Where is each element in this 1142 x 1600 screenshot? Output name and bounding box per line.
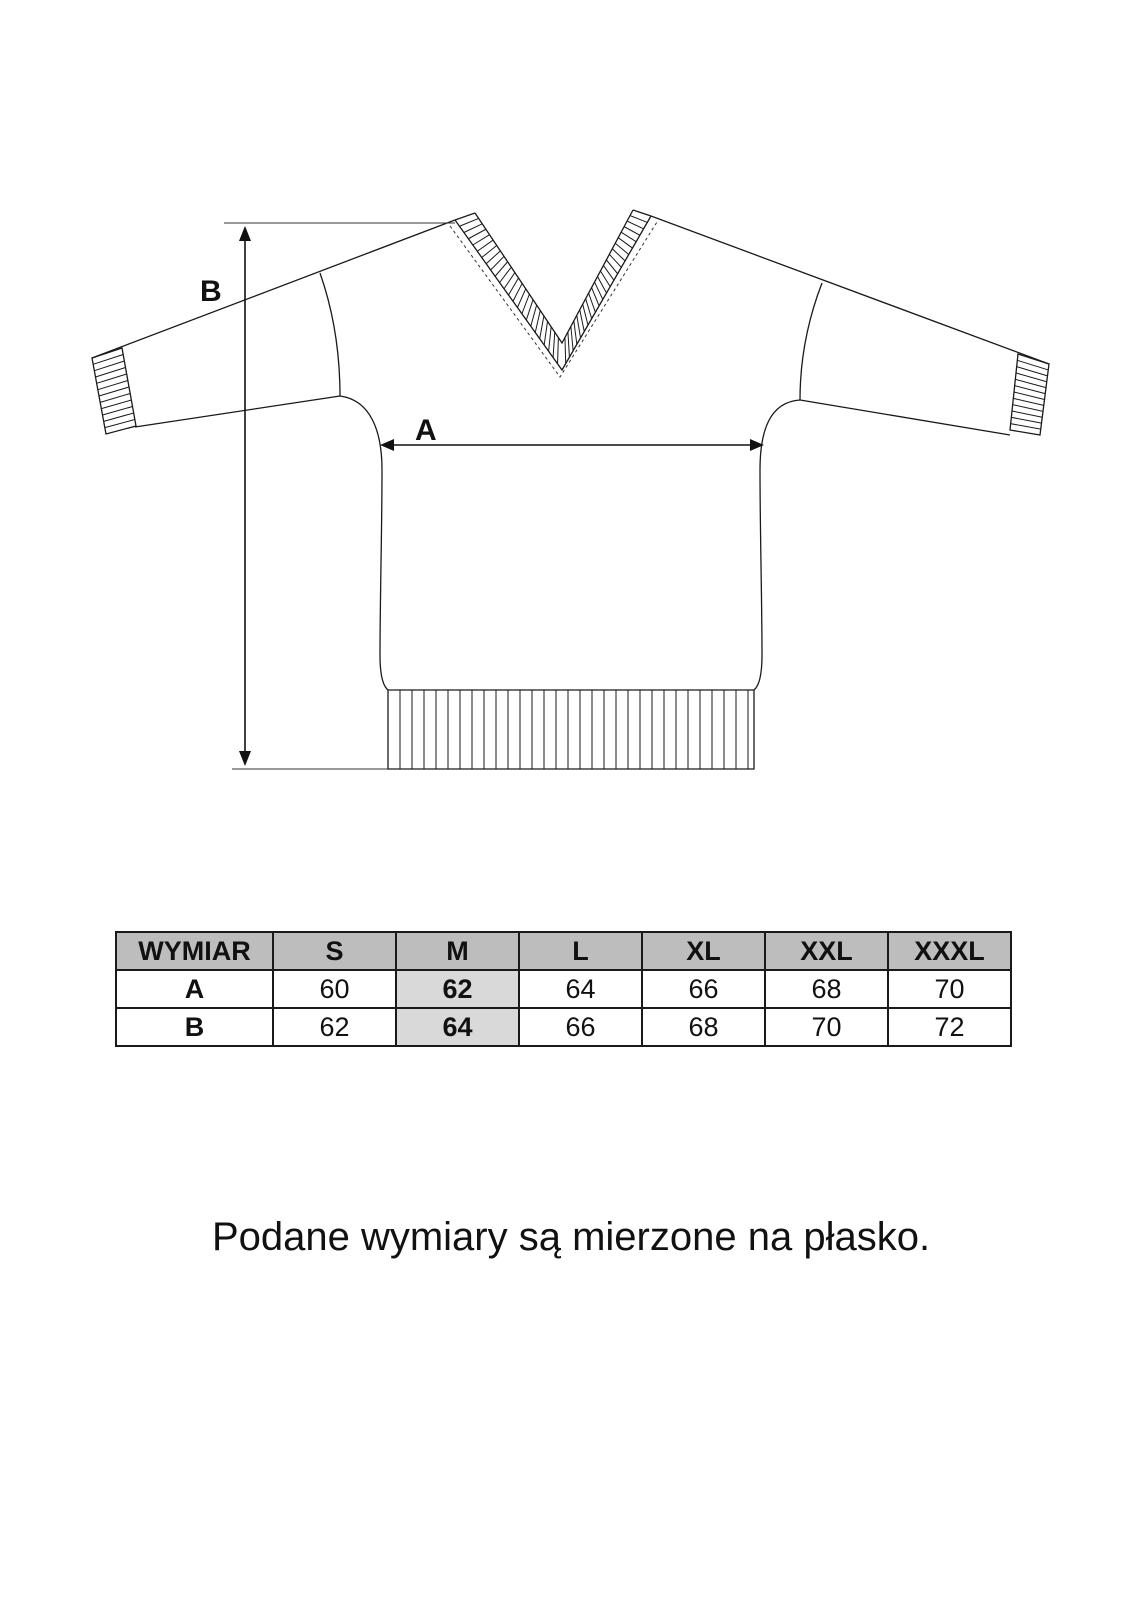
rib-line <box>630 216 647 223</box>
rib-line <box>618 238 632 248</box>
table-header-row <box>116 932 1011 970</box>
rib-line <box>1013 398 1043 405</box>
table-row-a <box>116 970 1011 1008</box>
rib-line <box>615 243 629 254</box>
rib-line <box>104 413 134 421</box>
rib-line <box>583 304 588 325</box>
rib-line <box>103 407 133 416</box>
table-cell: 68 <box>642 1008 765 1046</box>
table-cell-highlighted: 64 <box>396 1008 519 1046</box>
rib-line <box>544 321 547 345</box>
v-neck-ribbing <box>450 210 657 377</box>
table-cell: 66 <box>642 970 765 1008</box>
rib-line <box>100 394 130 403</box>
rib-line <box>574 321 577 345</box>
header-size-xxxl: XXXL <box>888 932 1011 970</box>
dimension-a <box>380 414 764 451</box>
row-label: A <box>116 970 273 1008</box>
table-cell: 64 <box>519 970 642 1008</box>
header-size-s: S <box>273 932 396 970</box>
header-size-l: L <box>519 932 642 970</box>
rib-line <box>586 299 592 319</box>
rib-line <box>549 327 552 352</box>
rib-line <box>565 337 566 363</box>
dimension-a-label: A <box>415 414 437 447</box>
rib-line <box>513 283 522 301</box>
rib-line <box>1012 411 1042 417</box>
dimension-b-label: B <box>200 275 222 308</box>
table-cell: 70 <box>888 970 1011 1008</box>
rib-line <box>621 232 636 242</box>
rib-line <box>568 332 570 357</box>
rib-line <box>1014 392 1045 400</box>
rib-line <box>624 227 640 236</box>
rib-line <box>105 420 135 428</box>
hem-ribbing <box>388 690 754 769</box>
rib-line <box>1011 424 1041 429</box>
right-cuff <box>1010 354 1049 435</box>
rib-line <box>589 293 596 312</box>
rib-line <box>464 224 482 233</box>
sweater-outline <box>92 216 1049 690</box>
rib-line <box>558 338 559 364</box>
rib-line <box>627 221 644 229</box>
table-cell-highlighted: 62 <box>396 970 519 1008</box>
row-label: B <box>116 1008 273 1046</box>
left-cuff <box>92 348 136 434</box>
rib-line <box>522 294 530 314</box>
rib-line <box>540 316 544 339</box>
rib-line <box>580 310 585 332</box>
header-size-m: M <box>396 932 519 970</box>
rib-line <box>1013 405 1043 412</box>
rib-line <box>101 400 131 409</box>
measurement-note: Podane wymiary są mierzone na płasko. <box>211 1215 931 1259</box>
rib-line <box>459 218 478 226</box>
header-wymiar: WYMIAR <box>116 932 273 970</box>
rib-line <box>526 300 533 320</box>
table-cell: 70 <box>765 1008 888 1046</box>
rib-line <box>535 311 540 333</box>
rib-line <box>468 229 486 239</box>
table-cell: 60 <box>273 970 396 1008</box>
rib-line <box>473 235 490 245</box>
dimension-b <box>200 223 455 769</box>
table-cell: 68 <box>765 970 888 1008</box>
rib-line <box>1011 417 1041 423</box>
rib-line <box>531 305 537 326</box>
size-table <box>115 931 1012 1047</box>
table-cell: 62 <box>273 1008 396 1046</box>
rib-line <box>553 332 555 357</box>
header-size-xxl: XXL <box>765 932 888 970</box>
rib-line <box>477 240 493 251</box>
table-cell: 72 <box>888 1008 1011 1046</box>
table-row-b <box>116 1008 1011 1046</box>
header-size-xl: XL <box>642 932 765 970</box>
rib-line <box>517 289 525 308</box>
rib-line <box>571 326 573 350</box>
rib-line <box>577 315 581 338</box>
table-cell: 66 <box>519 1008 642 1046</box>
rib-line <box>1015 386 1046 394</box>
